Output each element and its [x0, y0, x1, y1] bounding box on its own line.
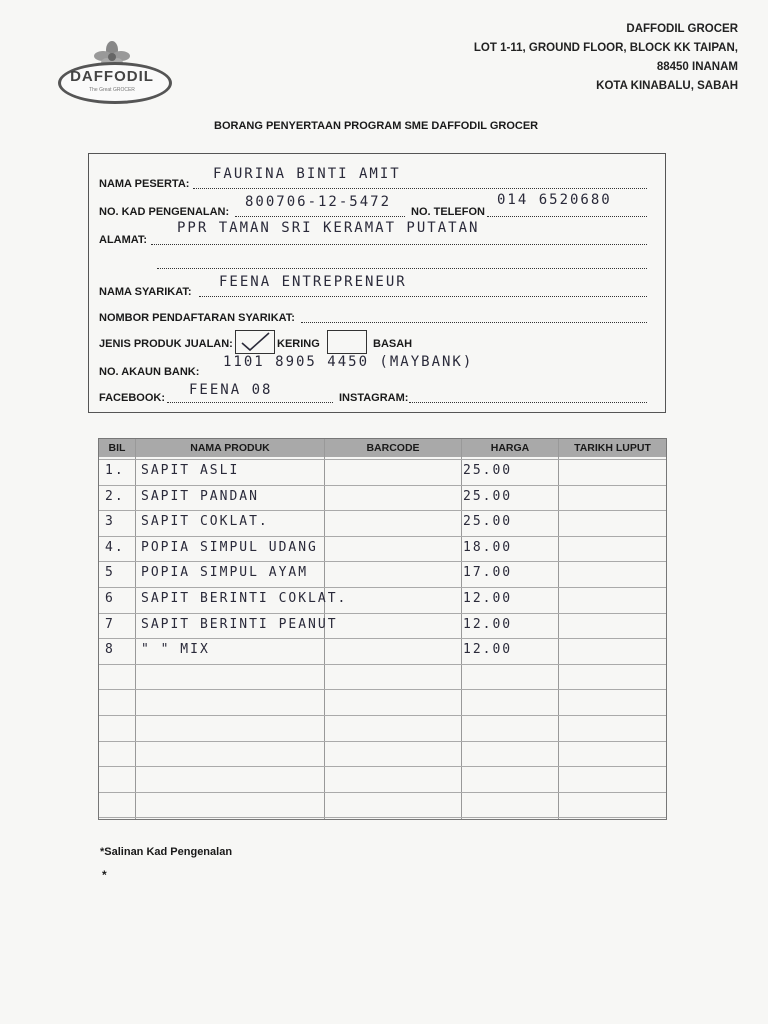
row-divider	[99, 485, 666, 486]
basah-label: BASAH	[373, 338, 413, 350]
row-divider	[99, 587, 666, 588]
cell-harga[interactable]: 17.00	[463, 565, 513, 581]
nama-peserta-label: NAMA PESERTA:	[99, 178, 190, 190]
logo-word: DAFFODIL	[70, 68, 154, 85]
nombor-pendaftaran-label: NOMBOR PENDAFTARAN SYARIKAT:	[99, 312, 295, 324]
no-telefon-line	[487, 216, 647, 217]
nama-syarikat-label: NAMA SYARIKAT:	[99, 286, 192, 298]
facebook-value[interactable]: FEENA 08	[189, 382, 273, 398]
bullet-marker: *	[102, 868, 107, 882]
form-title: BORANG PENYERTAAN PROGRAM SME DAFFODIL GROCER	[214, 120, 539, 132]
jenis-produk-label: JENIS PRODUK JUALAN:	[99, 338, 233, 350]
column-divider	[461, 439, 462, 819]
row-divider	[99, 741, 666, 742]
alamat-line2	[157, 268, 647, 269]
header-nama-produk: NAMA PRODUK	[136, 439, 324, 457]
cell-harga[interactable]: 25.00	[463, 463, 513, 478]
daffodil-logo	[58, 38, 168, 104]
company-address	[474, 20, 738, 96]
cell-nama-produk[interactable]: SAPIT BERINTI COKLAT.	[141, 591, 348, 606]
row-divider	[99, 561, 666, 562]
header-bil: BIL	[99, 439, 135, 457]
check-mark-icon	[236, 331, 274, 353]
row-divider	[99, 689, 666, 690]
company-name: DAFFODIL GROCER	[626, 23, 738, 35]
row-divider	[99, 715, 666, 716]
cell-harga[interactable]: 18.00	[463, 539, 513, 555]
address-line1: LOT 1-11, GROUND FLOOR, BLOCK KK TAIPAN,	[473, 42, 738, 54]
no-kad-line	[235, 216, 405, 217]
footnote-salinan: *Salinan Kad Pengenalan	[100, 846, 233, 858]
no-kad-value[interactable]: 800706-12-5472	[245, 194, 392, 210]
kering-checkbox[interactable]	[235, 330, 275, 354]
nama-syarikat-value[interactable]: FEENA ENTREPRENEUR	[219, 274, 407, 290]
column-divider	[135, 439, 136, 819]
cell-bil[interactable]: 8	[105, 642, 115, 658]
nama-peserta-value[interactable]: FAURINA BINTI AMIT	[213, 166, 401, 182]
cell-harga[interactable]: 12.00	[463, 642, 513, 658]
logo-tagline: The Great GROCER	[89, 87, 135, 93]
cell-nama-produk[interactable]: SAPIT ASLI	[141, 463, 240, 478]
alamat-line1	[151, 244, 647, 245]
row-divider	[99, 792, 666, 793]
cell-nama-produk[interactable]: POPIA SIMPUL AYAM	[141, 565, 309, 581]
cell-bil[interactable]: 7	[105, 616, 115, 632]
cell-harga[interactable]: 25.00	[463, 488, 513, 504]
facebook-line	[167, 402, 333, 403]
header-harga: HARGA	[462, 439, 558, 457]
instagram-line	[409, 402, 647, 403]
no-akaun-label: NO. AKAUN BANK:	[99, 366, 200, 378]
alamat-value[interactable]: PPR TAMAN SRI KERAMAT PUTATAN	[177, 220, 480, 236]
cell-bil[interactable]: 4.	[105, 539, 125, 555]
cell-nama-produk[interactable]: SAPIT COKLAT.	[141, 514, 269, 530]
cell-bil[interactable]: 1.	[105, 463, 125, 478]
cell-bil[interactable]: 6	[105, 591, 115, 606]
participant-details-box	[88, 153, 666, 413]
cell-bil[interactable]: 2.	[105, 488, 125, 504]
row-divider	[99, 613, 666, 614]
cell-nama-produk[interactable]: SAPIT PANDAN	[141, 488, 259, 504]
cell-harga[interactable]: 12.00	[463, 616, 513, 632]
row-divider	[99, 638, 666, 639]
column-divider	[558, 439, 559, 819]
nama-syarikat-line	[199, 296, 647, 297]
no-akaun-value[interactable]: 1101 8905 4450 (MAYBANK)	[223, 354, 474, 370]
no-telefon-label: NO. TELEFON	[411, 206, 485, 218]
nombor-pendaftaran-line	[301, 322, 647, 323]
address-line2: 88450 INANAM	[656, 61, 738, 73]
row-divider	[99, 459, 666, 460]
product-table	[98, 438, 667, 820]
cell-nama-produk[interactable]: SAPIT BERINTI PEANUT	[141, 616, 338, 632]
row-divider	[99, 510, 666, 511]
facebook-label: FACEBOOK:	[99, 392, 165, 404]
basah-checkbox[interactable]	[327, 330, 367, 354]
row-divider	[99, 664, 666, 665]
no-telefon-value[interactable]: 014 6520680	[497, 192, 612, 208]
cell-harga[interactable]: 25.00	[463, 514, 513, 530]
cell-bil[interactable]: 5	[105, 565, 115, 581]
cell-harga[interactable]: 12.00	[463, 591, 513, 606]
nama-peserta-line	[193, 188, 647, 189]
cell-nama-produk[interactable]: " " MIX	[141, 642, 210, 658]
row-divider	[99, 817, 666, 818]
cell-nama-produk[interactable]: POPIA SIMPUL UDANG	[141, 539, 318, 555]
alamat-label: ALAMAT:	[99, 234, 148, 246]
row-divider	[99, 766, 666, 767]
instagram-label: INSTAGRAM:	[339, 392, 409, 404]
header-barcode: BARCODE	[325, 439, 461, 457]
kering-label: KERING	[277, 338, 320, 350]
row-divider	[99, 536, 666, 537]
cell-bil[interactable]: 3	[105, 514, 115, 530]
header-tarikh-luput: TARIKH LUPUT	[559, 439, 666, 457]
address-line3: KOTA KINABALU, SABAH	[596, 80, 738, 92]
no-kad-label: NO. KAD PENGENALAN:	[99, 206, 230, 218]
